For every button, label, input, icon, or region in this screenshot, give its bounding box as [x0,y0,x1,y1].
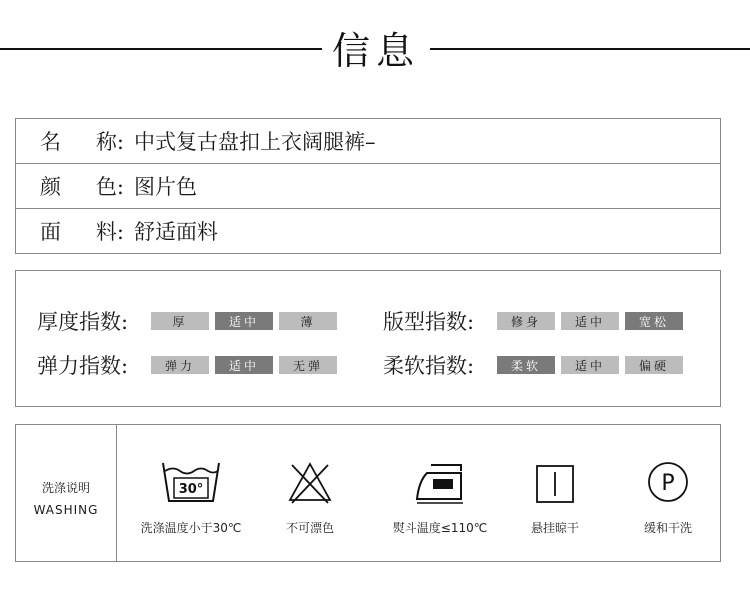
info-label-first: 名 [40,130,61,154]
index-row-1 [16,308,720,334]
fit-option: 宽松 [625,312,683,330]
softness-option: 柔软 [497,356,555,374]
wash-item-dryclean [603,453,733,536]
index-panel [15,270,721,407]
elasticity-option: 无弹 [279,356,337,374]
wash-item-iron [375,453,505,536]
softness-index [383,352,683,378]
wash-item-temperature [126,453,256,536]
product-info-table [15,118,721,254]
index-row-2 [16,352,720,378]
page-title: 信息 [331,29,420,73]
fit-label: 版型指数: [383,310,475,334]
info-label-second: 色: [95,175,124,199]
wash-temp-text: 30° [178,482,204,497]
info-label-second: 称: [95,130,124,154]
info-value-name: 中式复古盘扣上衣阔腿裤– [134,130,376,154]
elasticity-index [37,352,337,378]
softness-option: 适中 [561,356,619,374]
info-label-first: 颜 [40,175,61,199]
washing-title [16,425,117,561]
fit-index [383,308,683,334]
hang-dry-icon [534,463,576,505]
info-row-name [16,119,720,164]
wash-caption: 悬挂晾干 [530,521,579,535]
info-label-first: 面 [40,220,61,244]
header-rule-left [0,48,322,50]
elasticity-option: 弹力 [151,356,209,374]
elasticity-label: 弹力指数: [37,354,129,378]
info-value-fabric: 舒适面料 [134,220,218,244]
info-value-color: 图片色 [134,175,197,199]
info-row-fabric [16,209,720,253]
thickness-index [37,308,337,334]
wash-caption: 缓和干洗 [643,521,692,535]
wash-caption: 洗涤温度小于30℃ [140,521,242,535]
thickness-option: 薄 [279,312,337,330]
no-bleach-icon [287,459,333,505]
wash-item-dry [490,453,620,536]
header-rule-right [430,48,750,50]
wash-caption: 熨斗温度≤110℃ [392,521,488,535]
washing-title-en: WASHING [33,503,99,517]
fit-option: 适中 [561,312,619,330]
info-row-color [16,164,720,209]
dry-clean-p-icon [645,459,691,505]
fit-option: 修身 [497,312,555,330]
wash-30-icon [160,459,222,505]
washing-instructions [15,424,721,562]
washing-title-zh: 洗涤说明 [41,481,90,495]
wash-item-bleach [245,453,375,536]
iron-icon [413,459,467,505]
dry-clean-letter: P [661,471,675,496]
section-header [0,18,750,78]
softness-label: 柔软指数: [383,354,475,378]
thickness-label: 厚度指数: [37,310,129,334]
softness-option: 偏硬 [625,356,683,374]
thickness-option: 厚 [151,312,209,330]
elasticity-option: 适中 [215,356,273,374]
thickness-option: 适中 [215,312,273,330]
info-label-second: 料: [95,220,124,244]
wash-caption: 不可漂色 [285,521,334,535]
